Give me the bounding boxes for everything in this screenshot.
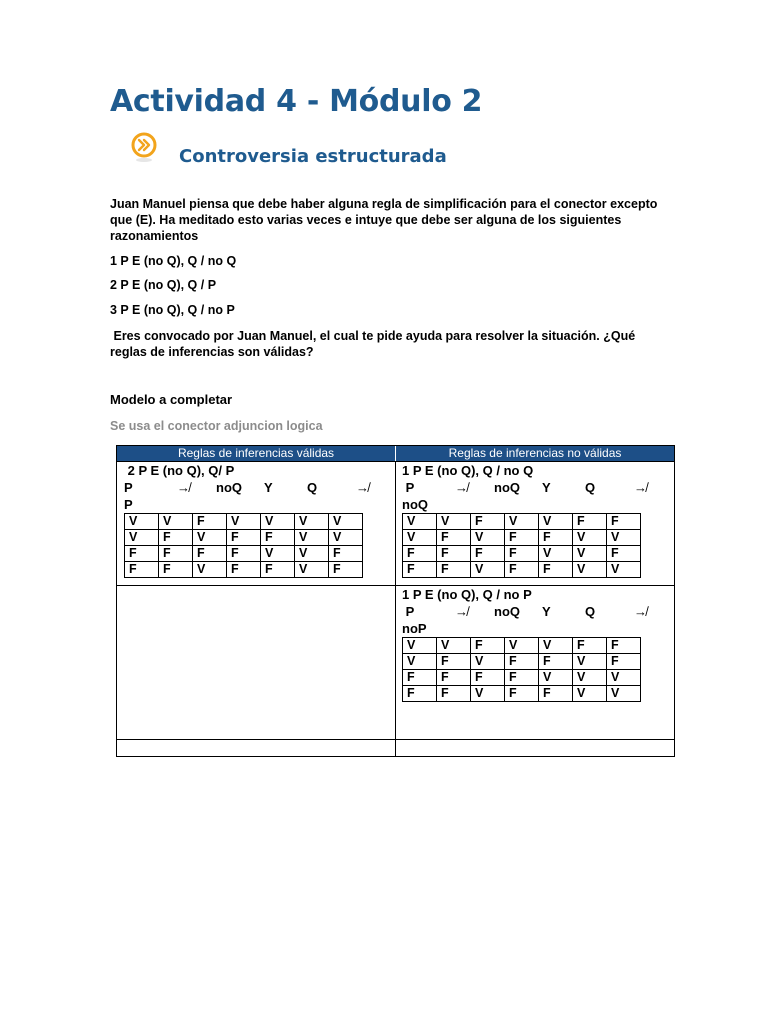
truth-value: V — [573, 670, 607, 686]
connector-note: Se usa el conector adjuncion logica — [110, 419, 323, 433]
truth-value: V — [295, 546, 329, 562]
truth-value: F — [471, 514, 505, 530]
truth-value: F — [437, 546, 471, 562]
truth-table-row — [125, 546, 363, 562]
truth-value: F — [539, 654, 573, 670]
truth-value: F — [505, 654, 539, 670]
truth-value: V — [539, 514, 573, 530]
rule-token: noQ — [494, 604, 520, 619]
truth-value: F — [505, 686, 539, 702]
not-implies-symbol: ↛ — [356, 480, 369, 495]
truth-table-row — [403, 686, 641, 702]
invalid-rule-block-1 — [402, 462, 672, 578]
truth-value: V — [505, 514, 539, 530]
truth-value: F — [227, 546, 261, 562]
header-invalid: Reglas de inferencias no válidas — [395, 446, 674, 461]
truth-value: F — [539, 686, 573, 702]
inference-table — [116, 445, 675, 757]
truth-value: V — [125, 514, 159, 530]
truth-value: V — [505, 638, 539, 654]
truth-value: V — [573, 654, 607, 670]
rule-title: 1 P E (no Q), Q / no Q — [402, 463, 534, 478]
truth-value: V — [437, 638, 471, 654]
truth-table-row — [125, 514, 363, 530]
question-paragraph: Eres convocado por Juan Manuel, el cual te pide ayuda para resolver la situación. ¿Qué reglas de inferencias son válidas? — [110, 329, 639, 359]
rule-token: Q — [585, 604, 596, 619]
invalid-cell-2 — [395, 586, 674, 739]
not-implies-symbol: ↛ — [455, 604, 468, 619]
truth-value: F — [403, 686, 437, 702]
truth-table-row — [403, 546, 641, 562]
truth-value: V — [471, 686, 505, 702]
truth-value: F — [261, 530, 295, 546]
truth-value: F — [329, 562, 363, 578]
rule-expression — [402, 479, 672, 496]
truth-value: F — [125, 546, 159, 562]
rule-token: Y — [264, 480, 273, 495]
truth-table-row — [403, 638, 641, 654]
truth-value: V — [573, 530, 607, 546]
truth-value: F — [437, 562, 471, 578]
truth-value: V — [329, 514, 363, 530]
table-row — [117, 461, 674, 585]
truth-value: F — [607, 514, 641, 530]
truth-value: V — [607, 530, 641, 546]
valid-rule-block — [124, 462, 394, 578]
truth-value: F — [607, 546, 641, 562]
truth-value: F — [403, 546, 437, 562]
truth-value: V — [471, 654, 505, 670]
truth-value: F — [437, 530, 471, 546]
truth-value: V — [295, 514, 329, 530]
option-1: 1 P E (no Q), Q / no Q — [110, 254, 237, 268]
truth-value: V — [125, 530, 159, 546]
table-row — [117, 585, 674, 739]
empty-valid-cell — [117, 586, 395, 739]
truth-table-row — [403, 514, 641, 530]
rule-conclusion: noP — [402, 621, 427, 636]
rule-token: Y — [542, 480, 551, 495]
option-3: 3 P E (no Q), Q / no P — [110, 303, 235, 317]
valid-cell — [117, 462, 395, 585]
truth-value: F — [607, 654, 641, 670]
truth-value: V — [193, 562, 227, 578]
table-row — [117, 739, 674, 756]
rule-token: P — [124, 480, 133, 495]
truth-table — [402, 637, 641, 702]
rule-conclusion: P — [124, 497, 133, 512]
page-title: Actividad 4 - Módulo 2 — [110, 84, 483, 119]
truth-value: F — [505, 670, 539, 686]
truth-value: F — [505, 562, 539, 578]
truth-value: V — [573, 546, 607, 562]
intro-paragraph: Juan Manuel piensa que debe haber alguna regla de simplificación para el conector excepto que (E). Ha meditado esto varias veces e intuye que debe ser alguna de los siguientes razonamientos — [110, 197, 658, 243]
truth-value: V — [261, 514, 295, 530]
truth-value: V — [295, 530, 329, 546]
truth-value: F — [505, 530, 539, 546]
truth-value: F — [471, 638, 505, 654]
truth-value: F — [539, 562, 573, 578]
rule-token: Y — [542, 604, 551, 619]
forward-circle-icon — [126, 128, 166, 168]
empty-cell — [395, 740, 674, 756]
truth-value: F — [227, 530, 261, 546]
truth-value: V — [159, 514, 193, 530]
truth-value: F — [159, 530, 193, 546]
not-implies-symbol: ↛ — [455, 480, 468, 495]
not-implies-symbol: ↛ — [634, 604, 647, 619]
rule-expression — [402, 603, 672, 620]
empty-cell — [117, 740, 395, 756]
section-subtitle: Controversia estructurada — [179, 146, 447, 167]
rule-title: 2 P E (no Q), Q/ P — [124, 463, 235, 478]
truth-table — [402, 513, 641, 578]
rule-token: Q — [585, 480, 596, 495]
truth-table-row — [403, 670, 641, 686]
truth-value: F — [471, 546, 505, 562]
truth-table-row — [125, 562, 363, 578]
rule-token: noQ — [494, 480, 520, 495]
option-2: 2 P E (no Q), Q / P — [110, 278, 217, 292]
truth-value: V — [539, 670, 573, 686]
truth-value: V — [539, 546, 573, 562]
truth-value: F — [159, 546, 193, 562]
rule-token: P — [402, 480, 415, 495]
truth-value: F — [471, 670, 505, 686]
truth-value: F — [403, 562, 437, 578]
truth-value: V — [539, 638, 573, 654]
truth-value: F — [437, 670, 471, 686]
truth-value: F — [227, 562, 261, 578]
truth-value: V — [573, 686, 607, 702]
truth-table-row — [403, 530, 641, 546]
truth-value: F — [125, 562, 159, 578]
rule-expression — [124, 479, 394, 496]
truth-value: F — [261, 562, 295, 578]
truth-value: F — [505, 546, 539, 562]
truth-value: V — [295, 562, 329, 578]
truth-value: F — [607, 638, 641, 654]
not-implies-symbol: ↛ — [177, 480, 190, 495]
truth-table-row — [125, 530, 363, 546]
truth-value: V — [403, 654, 437, 670]
truth-value: F — [539, 530, 573, 546]
truth-value: V — [437, 514, 471, 530]
truth-value: F — [573, 638, 607, 654]
truth-value: F — [573, 514, 607, 530]
rule-token: P — [402, 604, 415, 619]
truth-table — [124, 513, 363, 578]
invalid-rule-block-2 — [402, 586, 672, 702]
rule-title: 1 P E (no Q), Q / no P — [402, 587, 532, 602]
truth-value: V — [261, 546, 295, 562]
truth-table-row — [403, 562, 641, 578]
truth-value: V — [227, 514, 261, 530]
truth-value: V — [471, 562, 505, 578]
truth-value: F — [159, 562, 193, 578]
truth-value: V — [403, 530, 437, 546]
rule-token: noQ — [216, 480, 242, 495]
truth-value: V — [403, 638, 437, 654]
truth-value: V — [471, 530, 505, 546]
truth-value: F — [437, 654, 471, 670]
table-header — [117, 446, 674, 461]
rule-token: Q — [307, 480, 318, 495]
truth-value: V — [607, 670, 641, 686]
truth-value: V — [573, 562, 607, 578]
truth-value: F — [329, 546, 363, 562]
truth-value: F — [437, 686, 471, 702]
model-heading: Modelo a completar — [110, 392, 233, 407]
not-implies-symbol: ↛ — [634, 480, 647, 495]
rule-conclusion: noQ — [402, 497, 428, 512]
truth-value: F — [403, 670, 437, 686]
header-valid: Reglas de inferencias válidas — [117, 446, 395, 461]
truth-value: V — [403, 514, 437, 530]
truth-value: V — [607, 562, 641, 578]
truth-value: V — [193, 530, 227, 546]
truth-value: F — [193, 546, 227, 562]
truth-value: F — [193, 514, 227, 530]
invalid-cell-1 — [395, 462, 674, 585]
truth-table-row — [403, 654, 641, 670]
truth-value: V — [329, 530, 363, 546]
truth-value: V — [607, 686, 641, 702]
